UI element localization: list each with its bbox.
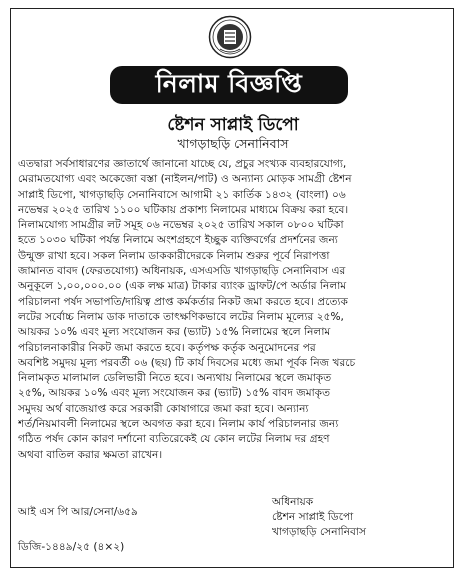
- body-line: সমুদয় অর্থ বাজেয়াপ্ত করে সরকারী কোষাগারে জমা করা হবে। অন্যান্য: [18, 402, 309, 415]
- body-line: ২৫%, আয়কর ১০% এবং মূল্য সংযোজন কর (ভ্যাট) ১৫% বাবদ জমাকৃত: [18, 387, 331, 400]
- body-line: আয়কর ১০% এবং মূল্য সংযোজন কর (ভ্যাট) ১৫% নিলামের স্থলে নিলাম: [18, 326, 331, 339]
- dg-number: ডিজি-১৪৪৯/২৫ (৪×২): [18, 541, 125, 553]
- body-line: অনুকূলে ১,০০,০০০.০০ (এক লক্ষ মাত্র) টাকার ব্যাংক ড্রাফট/পে অর্ডার নিলাম: [18, 280, 347, 293]
- body-line: সাপ্লাই ডিপো, খাগড়াছড়ি সেনানিবাসে আগামী ২১ কার্তিক ১৪৩২ (বাংলা) ০৬: [18, 188, 346, 201]
- signature-block: [272, 495, 366, 540]
- organization-location: খাগড়াছড়ি সেনানিবাস: [177, 136, 289, 151]
- organization-name: ষ্টেশন সাপ্লাই ডিপো: [167, 115, 299, 135]
- body-line: অথবা বাতিল করার ক্ষমতা রাখেন।: [18, 448, 163, 461]
- memo-number: আই এস পি আর/সেনা/৬৫৯: [18, 506, 138, 518]
- signature-office: ষ্টেশন সাপ্লাই ডিপো: [272, 511, 354, 523]
- body-line: হতে ১০৩০ ঘটিকা পর্যন্ত নিলামে অংশগ্রহণে ইচ্ছুক ব্যক্তিবর্গের প্রদর্শনের জন্য: [18, 234, 338, 247]
- body-line: গঠিত পর্ষদ কোন কারণ দর্শানো ব্যতিরেকেই যে কোন লটের নিলাম দর গ্রহণ: [18, 433, 330, 446]
- body-line: জামানত বাবদ (ফেরতযোগ্য) অধিনায়ক, এসএসডি খাগড়াছড়ি সেনানিবাস এর: [18, 265, 346, 278]
- body-line: মেরামতযোগ্য এবং অকেজো বস্তা (নাইলন/পাট) ও অন্যান্য মোড়ক সামগ্রী ষ্টেশন: [18, 173, 352, 186]
- body-line: নিলামযোগ্য সামগ্রীর লট সমূহ ০৬ নভেম্বর ২০২৫ তারিখ সকাল ০৮০০ ঘটিকা: [18, 219, 344, 232]
- notice-body: [18, 157, 446, 463]
- signature-place: খাগড়াছড়ি সেনানিবাস: [272, 526, 367, 538]
- body-line: উন্মুক্ত রাখা হবে। সকল নিলাম ডাককারীদেরকে নিলাম শুরুর পূর্বে নিরাপত্তা: [18, 249, 330, 262]
- body-line: পরিচালনাকারীর নিকট জমা করতে হবে। কর্তৃপক্ষ কর্তৃক অনুমোদনের পর: [18, 341, 316, 354]
- body-line: শর্ত/নিয়মাবলী নিলামের স্থলে অবগত করা হবে। নিলাম কার্য পরিচালনার জন্য: [18, 418, 339, 431]
- body-line: পরিচালনা পর্ষদ সভাপতি/দায়িত্ব প্রাপ্ত কর্মকর্তার নিকট জমা করতে হবে। প্রত্যেক: [18, 295, 348, 308]
- body-line: অবশিষ্ট সমুদয় মূল্য পরবর্তী ০৬ (ছয়) টি কার্য দিবসের মধ্যে জমা পূর্বক নিজ খরচে: [18, 356, 356, 369]
- army-emblem-icon: [208, 15, 252, 59]
- body-line: লটের সর্বোচ্চ নিলাম ডাক দাতাকে তাৎক্ষণিকভাবে লটের নিলাম মূল্যের ২৫%,: [18, 310, 344, 323]
- notice-title: নিলাম বিজ্ঞপ্তি: [110, 66, 348, 104]
- body-line: নিলামকৃত মালামাল ডেলিভারী নিতে হবে। অন্যথায় নিলামের স্থলে জমাকৃত: [18, 372, 332, 385]
- signature-designation: অধিনায়ক: [272, 496, 314, 508]
- body-line: নভেম্বর ২০২৫ তারিখ ১১০০ ঘটিকায় প্রকাশ্য নিলামের মাধ্যমে বিক্রয় করা হবে।: [18, 203, 349, 216]
- body-line: এতদ্বারা সর্বসাধারণের জ্ঞাতার্থে জানানো যাচ্ছে যে, প্রচুর সংখ্যক ব্যবহারযোগ্য,: [18, 158, 347, 170]
